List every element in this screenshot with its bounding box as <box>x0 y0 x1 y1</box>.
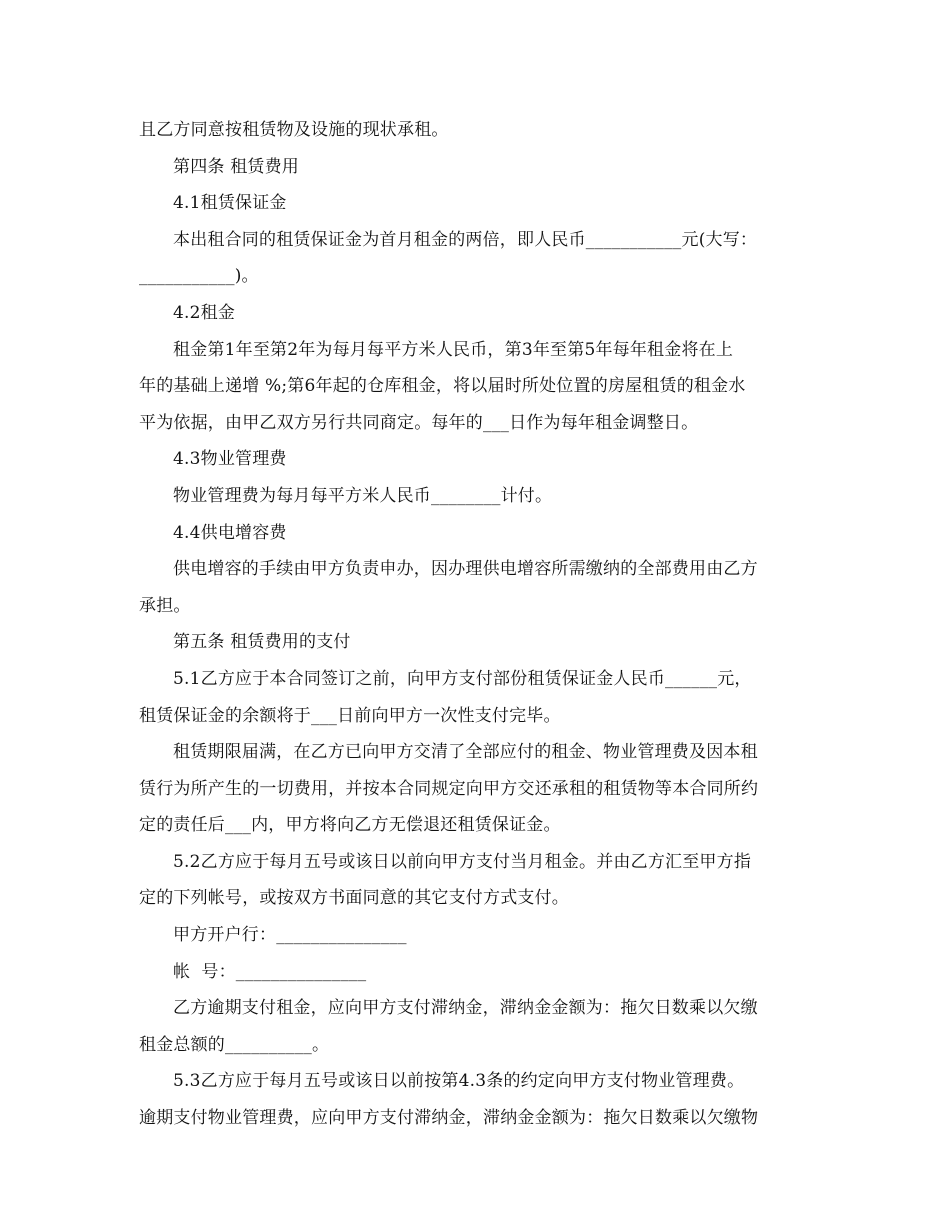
paragraph-line: 本出租合同的租赁保证金为首月租金的两倍，即人民币___________元(大写： <box>173 229 758 250</box>
paragraph-line: 第五条 租赁费用的支付 <box>173 632 351 653</box>
paragraph-line: 帐 号：_______________ <box>173 961 367 982</box>
paragraph-line: 逾期支付物业管理费，应向甲方支付滞纳金，滞纳金金额为：拖欠日数乘以欠缴物 <box>139 1108 759 1129</box>
paragraph-line: 4.3物业管理费 <box>173 449 287 470</box>
paragraph-line: 甲方开户行：_______________ <box>173 925 407 946</box>
paragraph-line: 租金第1年至第2年为每月每平方米人民币，第3年至第5年每年租金将在上 <box>173 339 734 360</box>
paragraph-line: 5.2乙方应于每月五号或该日以前向甲方支付当月租金。并由乙方汇至甲方指 <box>173 851 752 872</box>
paragraph-line: 供电增容的手续由甲方负责申办，因办理供电增容所需缴纳的全部费用由乙方 <box>173 559 758 580</box>
paragraph-line: 且乙方同意按租赁物及设施的现状承租。 <box>139 120 449 140</box>
paragraph-line: 租赁期限届满，在乙方已向甲方交清了全部应付的租金、物业管理费及因本租 <box>173 742 758 763</box>
paragraph-line: 租金总额的__________。 <box>139 1034 330 1055</box>
paragraph-line: 租赁保证金的余额将于___日前向甲方一次性支付完毕。 <box>139 705 561 726</box>
paragraph-line: 4.4供电增容费 <box>173 522 287 543</box>
paragraph-line: 年的基础上递增 %;第6年起的仓库租金，将以届时所处位置的房屋租赁的租金水 <box>139 376 746 397</box>
paragraph-line: 平为依据，由甲乙双方另行共同商定。每年的___日作为每年租金调整日。 <box>139 412 699 433</box>
paragraph-line: 5.3乙方应于每月五号或该日以前按第4.3条的约定向甲方支付物业管理费。 <box>173 1071 745 1092</box>
paragraph-line: 定的下列帐号，或按双方书面同意的其它支付方式支付。 <box>139 888 569 909</box>
paragraph-line: ___________)。 <box>139 266 259 287</box>
paragraph-line: 赁行为所产生的一切费用，并按本合同规定向甲方交还承租的租赁物等本合同所约 <box>139 778 759 799</box>
paragraph-line: 第四条 租赁费用 <box>173 156 300 177</box>
paragraph-line: 定的责任后___内，甲方将向乙方无偿退还租赁保证金。 <box>139 815 561 836</box>
paragraph-line: 物业管理费为每月每平方米人民币________计付。 <box>173 485 553 506</box>
paragraph-line: 乙方逾期支付租金，应向甲方支付滞纳金，滞纳金金额为：拖欠日数乘以欠缴 <box>173 998 758 1019</box>
paragraph-line: 承担。 <box>139 595 191 616</box>
contract-text-body <box>139 112 829 1137</box>
paragraph-line: 4.1租赁保证金 <box>173 193 287 214</box>
paragraph-line: 5.1乙方应于本合同签订之前，向甲方支付部份租赁保证金人民币______元， <box>173 668 752 689</box>
paragraph-line: 4.2租金 <box>173 302 236 323</box>
